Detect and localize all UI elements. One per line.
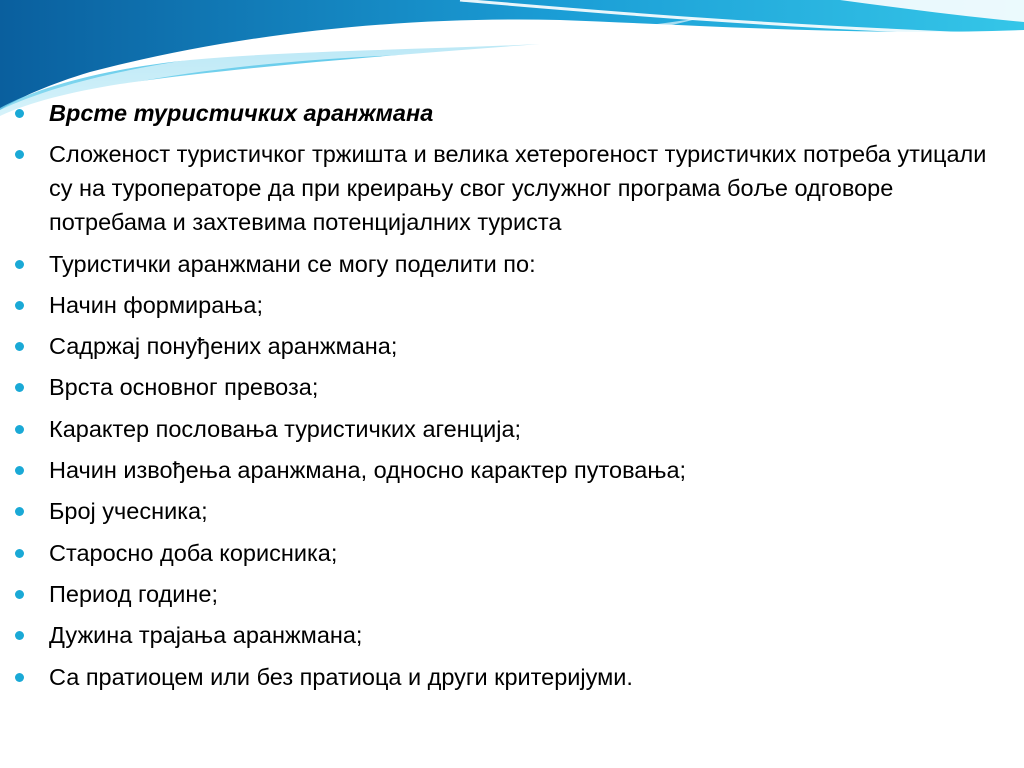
bullet-text: Врсте туристичких аранжмана [49,100,434,126]
bullet-text: Карактер пословања туристичких агенција; [49,415,522,442]
list-item [0,660,1024,694]
bullet-text: Број учесника; [49,498,208,525]
list-item [0,577,1024,611]
bullet-dot-icon [15,383,24,392]
bullet-text: Са пратиоцем или без пратиоца и други критеријуми. [49,663,633,690]
bullet-text: Период године; [49,580,218,607]
list-item [0,618,1024,652]
bullet-dot-icon [15,301,24,310]
list-item [0,370,1024,404]
bullet-text: Туристички аранжмани се могу поделити по: [49,250,536,277]
list-item [0,288,1024,322]
bullet-text: Старосно доба корисника; [49,539,338,566]
bullet-text: Врста основног превоза; [49,374,319,401]
bullet-dot-icon [15,631,24,640]
bullet-text: Начин извођења аранжмана, односно карактер путовања; [49,457,687,484]
list-item [0,247,1024,281]
bullet-text: Сложеност туристичког тржишта и велика хетерогеност туристичких потреба утицали су на туроператоре да при креирању свог услужног програма боље одговоре потребама и захтевима потенцијалних туриста [49,141,987,236]
list-item [0,412,1024,446]
bullet-text: Садржај понуђених аранжмана; [49,333,398,360]
list-item [0,453,1024,487]
header-wave-main [0,0,1024,110]
bullet-dot-icon [15,260,24,269]
content-bullet-list [0,96,1024,701]
bullet-dot-icon [15,507,24,516]
bullet-text: Начин формирања; [49,291,263,318]
bullet-dot-icon [15,549,24,558]
bullet-dot-icon [15,590,24,599]
bullet-dot-icon [15,150,24,159]
bullet-dot-icon [15,673,24,682]
bullet-dot-icon [15,466,24,475]
bullet-dot-icon [15,342,24,351]
bullet-text: Дужина трајања аранжмана; [49,622,363,649]
list-item [0,329,1024,363]
bullet-dot-icon [15,425,24,434]
list-item [0,494,1024,528]
bullet-dot-icon [15,109,24,118]
list-item [0,96,1024,130]
list-item [0,137,1024,239]
list-item [0,536,1024,570]
